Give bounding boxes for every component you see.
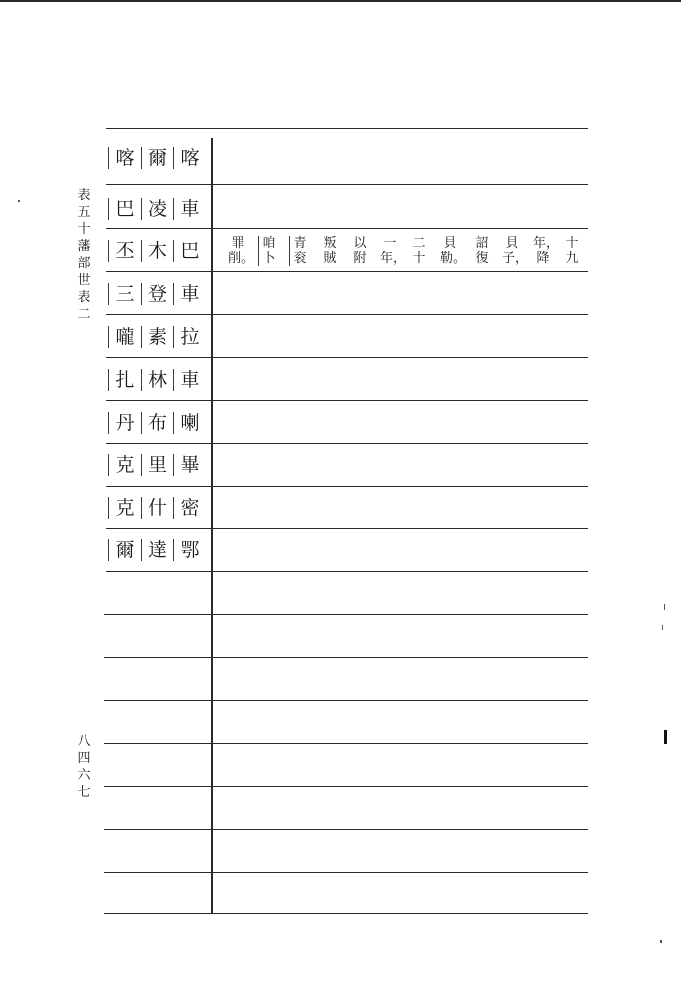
- name-char: 素: [141, 326, 172, 348]
- name-cell: [108, 490, 204, 526]
- name-char: 木: [141, 240, 172, 262]
- name-char: 爾: [141, 147, 172, 169]
- name-char: 喀: [108, 147, 139, 169]
- name-char: 克: [108, 454, 139, 476]
- name-char: 凌: [141, 198, 172, 220]
- name-char: 畢: [173, 454, 204, 476]
- row-rule: [106, 443, 588, 444]
- name-char: 克: [108, 497, 139, 519]
- name-char: 密: [173, 497, 204, 519]
- note-column: 咱卜: [258, 236, 279, 266]
- row-rule: [106, 571, 588, 572]
- name-char: 林: [141, 369, 172, 391]
- row-rule: [104, 700, 588, 701]
- scan-speck: [18, 200, 20, 202]
- name-char: 車: [173, 283, 204, 305]
- note-column: 年，降: [533, 236, 560, 266]
- note-column: 青衮: [289, 236, 310, 266]
- name-cell: [108, 447, 204, 483]
- row-rule: [104, 786, 588, 787]
- name-char: 爾: [108, 539, 139, 561]
- name-char: 三: [108, 283, 139, 305]
- row-rule: [106, 400, 588, 401]
- row-rule: [106, 486, 588, 487]
- row-rule: [104, 614, 588, 615]
- page-top-border: [0, 0, 681, 2]
- name-char: 什: [141, 497, 172, 519]
- name-char: 扎: [108, 369, 139, 391]
- side-title: 表五十 藩部世表二: [77, 188, 104, 322]
- row-rule: [106, 357, 588, 358]
- name-char: 丕: [108, 240, 139, 262]
- table-top-rule: [106, 128, 588, 129]
- note-column: 以附: [353, 236, 367, 266]
- note-column: 罪削。: [228, 236, 255, 266]
- row-note: [228, 236, 582, 270]
- page-number: 八四六七: [77, 734, 91, 800]
- name-cell: [108, 532, 204, 568]
- row-rule: [104, 657, 588, 658]
- name-cell: [108, 276, 204, 312]
- name-char: 巴: [108, 198, 139, 220]
- name-char: 嚨: [108, 326, 139, 348]
- name-char: 鄂: [173, 539, 204, 561]
- table-bottom-rule: [104, 913, 588, 914]
- row-rule: [104, 743, 588, 744]
- scan-speck: [664, 730, 667, 744]
- note-column: 一年，: [380, 236, 407, 266]
- row-rule: [106, 184, 588, 185]
- row-rule: [106, 271, 588, 272]
- name-char: 丹: [108, 412, 139, 434]
- name-char: 里: [141, 454, 172, 476]
- name-char: 車: [173, 369, 204, 391]
- name-cell: [108, 319, 204, 355]
- note-column: 二十: [412, 236, 426, 266]
- name-char: 喀: [173, 147, 204, 169]
- scan-speck: [660, 940, 662, 943]
- row-rule: [104, 872, 588, 873]
- name-cell: [108, 362, 204, 398]
- name-cell: [108, 140, 204, 176]
- note-column: 詔復: [475, 236, 489, 266]
- name-cell: [108, 233, 204, 269]
- scan-speck: [662, 625, 663, 630]
- note-column: 叛賊: [323, 236, 337, 266]
- name-char: 喇: [173, 412, 204, 434]
- scan-speck: [664, 604, 665, 610]
- name-char: 達: [141, 539, 172, 561]
- column-divider: [211, 138, 213, 913]
- name-char: 布: [141, 412, 172, 434]
- name-char: 車: [173, 198, 204, 220]
- note-column: 十九: [565, 236, 579, 266]
- note-column: 貝勒。: [440, 236, 467, 266]
- name-char: 拉: [173, 326, 204, 348]
- row-rule: [106, 314, 588, 315]
- name-char: 巴: [173, 240, 204, 262]
- note-column: 貝子，: [502, 236, 529, 266]
- row-rule: [104, 829, 588, 830]
- name-char: 登: [141, 283, 172, 305]
- row-rule: [106, 228, 588, 229]
- name-cell: [108, 405, 204, 441]
- name-cell: [108, 191, 204, 227]
- row-rule: [106, 528, 588, 529]
